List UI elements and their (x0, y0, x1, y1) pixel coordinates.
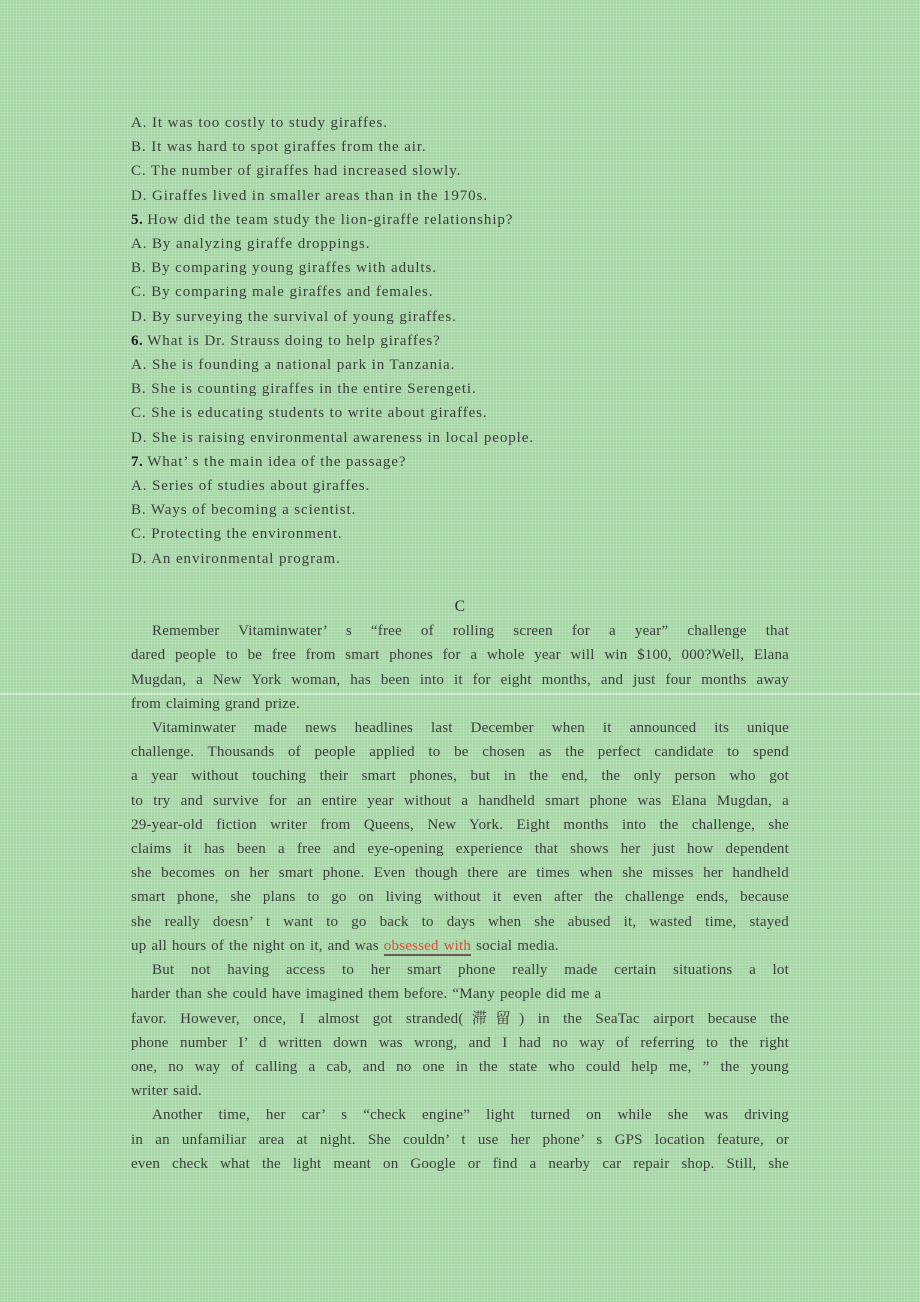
question-text: What is Dr. Strauss doing to help giraffes? (147, 332, 441, 349)
option-line: C. By comparing male giraffes and females. (131, 284, 434, 301)
option-line: C. Protecting the environment. (131, 526, 343, 543)
passage-paragraph-3 (131, 958, 789, 1103)
question-text: How did the team study the lion-giraffe relationship? (147, 211, 514, 228)
passage-line: a year without touching their smart phones, but in the end, the only person who got (131, 768, 789, 785)
highlighted-phrase-obsessed-with: obsessed with (383, 937, 472, 954)
passage-text: up all hours of the night on it, and was (131, 937, 384, 954)
passage-line: Another time, her car’ s “check engine” light turned on while she was driving (152, 1107, 789, 1124)
option-line: A. She is founding a national park in Tanzania. (131, 357, 456, 374)
option-line: C. She is educating students to write about giraffes. (131, 405, 488, 422)
text-column (131, 111, 789, 1176)
passage-line: she becomes on her smart phone. Even though there are times when she misses her handheld (131, 865, 789, 882)
option-line: D. She is raising environmental awareness in local people. (131, 429, 534, 446)
option-line: A. Series of studies about giraffes. (131, 478, 371, 495)
passage-line: from claiming grand prize. (131, 695, 300, 712)
passage-line: dared people to be free from smart phones for a whole year will win $100, 000?Well, Elana (131, 647, 789, 664)
passage-line (131, 934, 789, 958)
option-line: A. By analyzing giraffe droppings. (131, 236, 371, 253)
passage-paragraph-2 (131, 716, 789, 958)
passage-line: one, no way of calling a cab, and no one in the state who could help me, ” the young (131, 1058, 789, 1075)
passage-paragraph-1 (131, 619, 789, 716)
question-text: What’ s the main idea of the passage? (147, 453, 407, 470)
passage-line: writer said. (131, 1083, 202, 1100)
passage-line: challenge. Thousands of people applied to be chosen as the perfect candidate to spend (131, 744, 789, 761)
option-line: B. She is counting giraffes in the entire Serengeti. (131, 381, 477, 398)
question-line (131, 329, 789, 353)
passage-line: Vitaminwater made news headlines last December when it announced its unique (152, 720, 789, 737)
passage-line: harder than she could have imagined them before. “Many people did me a (131, 986, 602, 1003)
option-line: D. Giraffes lived in smaller areas than in the 1970s. (131, 187, 488, 204)
passage-paragraph-4 (131, 1103, 789, 1176)
passage-line: to try and survive for an entire year without a handheld smart phone was Elana Mugdan, a (131, 792, 789, 809)
passage-text: social media. (471, 937, 559, 954)
passage-line: 29-year-old fiction writer from Queens, New York. Eight months into the challenge, she (131, 816, 789, 833)
option-line: B. Ways of becoming a scientist. (131, 502, 357, 519)
passage-line: in an unfamiliar area at night. She couldn’ t use her phone’ s GPS location feature, or (131, 1131, 789, 1148)
questions-section (131, 111, 789, 571)
option-line: D. An environmental program. (131, 550, 341, 567)
option-line: D. By surveying the survival of young giraffes. (131, 308, 457, 325)
option-line: A. It was too costly to study giraffes. (131, 115, 388, 131)
passage-line: Mugdan, a New York woman, has been into it for eight months, and just four months away (131, 671, 789, 688)
passage-line: phone number I’ d written down was wrong, and I had no way of referring to the right (131, 1034, 789, 1051)
passage-line: claims it has been a free and eye-opening experience that shows her just how dependent (131, 841, 789, 858)
question-number: 7. (131, 453, 144, 470)
question-number: 5. (131, 211, 144, 228)
passage-line: But not having access to her smart phone really made certain situations a lot (152, 962, 789, 979)
question-line (131, 208, 789, 232)
option-line: B. By comparing young giraffes with adults. (131, 260, 437, 277)
option-line: C. The number of giraffes had increased slowly. (131, 163, 462, 180)
passage-section-heading: C (454, 598, 466, 616)
passage-line: even check what the light meant on Google or find a nearby car repair shop. Still, she (131, 1155, 789, 1172)
passage-line: smart phone, she plans to go on living without it even after the challenge ends, because (131, 889, 789, 906)
passage-line: favor. However, once, I almost got stranded(滞留) in the SeaTac airport because the (131, 1010, 789, 1027)
option-line: B. It was hard to spot giraffes from the air. (131, 139, 427, 156)
question-line (131, 450, 789, 474)
passage-line: she really doesn’ t want to go back to days when she abused it, wasted time, stayed (131, 913, 789, 930)
passage-line: Remember Vitaminwater’ s “free of rolling screen for a year” challenge that (152, 623, 789, 640)
question-number: 6. (131, 332, 144, 349)
